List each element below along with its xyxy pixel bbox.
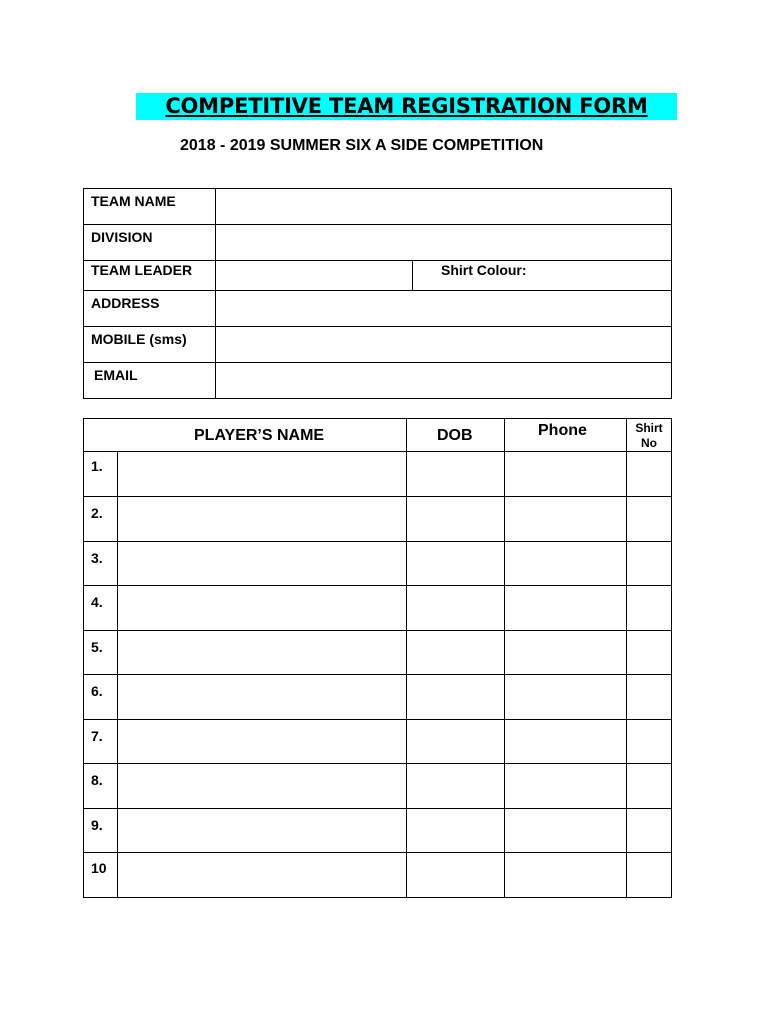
mobile-field[interactable] bbox=[216, 327, 672, 362]
player-dob-field[interactable] bbox=[407, 586, 505, 630]
player-dob-field[interactable] bbox=[407, 853, 505, 897]
shirt-no-header-cell bbox=[627, 419, 672, 451]
player-name-field[interactable] bbox=[118, 542, 407, 585]
player-number-cell bbox=[84, 809, 118, 852]
player-number-cell bbox=[84, 853, 118, 897]
player-dob-field[interactable] bbox=[407, 764, 505, 808]
player-phone-field[interactable] bbox=[505, 452, 627, 496]
player-dob-field[interactable] bbox=[407, 497, 505, 541]
player-row bbox=[84, 764, 672, 809]
player-row bbox=[84, 542, 672, 586]
player-name-field[interactable] bbox=[118, 497, 407, 541]
team-name-row bbox=[84, 189, 672, 225]
division-row bbox=[84, 225, 672, 261]
player-phone-field[interactable] bbox=[505, 497, 627, 541]
player-rows bbox=[84, 452, 672, 898]
player-shirt-field[interactable] bbox=[627, 631, 672, 674]
team-leader-field[interactable] bbox=[216, 261, 413, 290]
player-dob-field[interactable] bbox=[407, 675, 505, 719]
player-name-field[interactable] bbox=[118, 720, 407, 763]
player-number: 10 bbox=[91, 860, 107, 876]
division-label: DIVISION bbox=[84, 225, 216, 260]
player-name-field[interactable] bbox=[118, 809, 407, 852]
shirt-colour-label: Shirt Colour: bbox=[441, 262, 527, 278]
player-dob-field[interactable] bbox=[407, 631, 505, 674]
player-row bbox=[84, 631, 672, 675]
player-shirt-field[interactable] bbox=[627, 675, 672, 719]
players-header-row bbox=[84, 419, 672, 452]
player-number: 6. bbox=[91, 683, 103, 699]
team-name-label: TEAM NAME bbox=[84, 189, 216, 224]
player-name-header-cell bbox=[84, 419, 407, 451]
players-table bbox=[83, 418, 672, 898]
player-number-cell bbox=[84, 631, 118, 674]
player-shirt-field[interactable] bbox=[627, 586, 672, 630]
shirt-header-line2: No bbox=[641, 436, 657, 450]
player-number: 9. bbox=[91, 817, 103, 833]
player-phone-field[interactable] bbox=[505, 764, 627, 808]
player-number: 4. bbox=[91, 594, 103, 610]
player-number-cell bbox=[84, 675, 118, 719]
email-label: EMAIL bbox=[84, 363, 216, 398]
player-name-field[interactable] bbox=[118, 586, 407, 630]
player-number-cell bbox=[84, 720, 118, 763]
player-number: 3. bbox=[91, 550, 103, 566]
address-field[interactable] bbox=[216, 291, 672, 326]
player-row bbox=[84, 853, 672, 898]
player-shirt-field[interactable] bbox=[627, 720, 672, 763]
player-name-field[interactable] bbox=[118, 764, 407, 808]
form-subtitle: 2018 - 2019 SUMMER SIX A SIDE COMPETITION bbox=[180, 137, 544, 154]
player-phone-field[interactable] bbox=[505, 809, 627, 852]
player-row bbox=[84, 497, 672, 542]
team-leader-label: TEAM LEADER bbox=[84, 261, 216, 290]
dob-header: DOB bbox=[437, 427, 473, 444]
player-name-field[interactable] bbox=[118, 853, 407, 897]
phone-header-cell bbox=[505, 419, 627, 451]
shirt-header-line1: Shirt bbox=[635, 421, 663, 435]
player-shirt-field[interactable] bbox=[627, 853, 672, 897]
player-row bbox=[84, 586, 672, 631]
team-name-field[interactable] bbox=[216, 189, 672, 224]
player-row bbox=[84, 720, 672, 764]
player-number: 1. bbox=[91, 458, 103, 474]
email-field[interactable] bbox=[216, 363, 672, 398]
player-number-cell bbox=[84, 452, 118, 496]
player-number-cell bbox=[84, 764, 118, 808]
player-name-header: PLAYER’S NAME bbox=[194, 427, 325, 444]
address-label: ADDRESS bbox=[84, 291, 216, 326]
player-phone-field[interactable] bbox=[505, 720, 627, 763]
email-row bbox=[84, 363, 672, 399]
player-shirt-field[interactable] bbox=[627, 452, 672, 496]
player-row bbox=[84, 675, 672, 720]
player-phone-field[interactable] bbox=[505, 631, 627, 674]
form-title: COMPETITIVE TEAM REGISTRATION FORM bbox=[136, 93, 677, 120]
player-number: 5. bbox=[91, 639, 103, 655]
player-shirt-field[interactable] bbox=[627, 542, 672, 585]
player-shirt-field[interactable] bbox=[627, 497, 672, 541]
address-row bbox=[84, 291, 672, 327]
player-phone-field[interactable] bbox=[505, 586, 627, 630]
player-number: 7. bbox=[91, 728, 103, 744]
phone-header: Phone bbox=[538, 422, 587, 439]
player-dob-field[interactable] bbox=[407, 809, 505, 852]
player-dob-field[interactable] bbox=[407, 452, 505, 496]
player-number-cell bbox=[84, 542, 118, 585]
player-phone-field[interactable] bbox=[505, 675, 627, 719]
player-number-cell bbox=[84, 497, 118, 541]
mobile-label: MOBILE (sms) bbox=[84, 327, 216, 362]
player-number-cell bbox=[84, 586, 118, 630]
player-phone-field[interactable] bbox=[505, 542, 627, 585]
division-field[interactable] bbox=[216, 225, 672, 260]
player-dob-field[interactable] bbox=[407, 720, 505, 763]
player-name-field[interactable] bbox=[118, 675, 407, 719]
player-name-field[interactable] bbox=[118, 631, 407, 674]
player-name-field[interactable] bbox=[118, 452, 407, 496]
shirt-colour-field[interactable] bbox=[412, 261, 672, 290]
dob-header-cell bbox=[407, 419, 505, 451]
mobile-row bbox=[84, 327, 672, 363]
player-shirt-field[interactable] bbox=[627, 809, 672, 852]
player-number: 2. bbox=[91, 505, 103, 521]
player-dob-field[interactable] bbox=[407, 542, 505, 585]
team-info-table bbox=[83, 188, 672, 399]
player-row bbox=[84, 809, 672, 853]
player-row bbox=[84, 452, 672, 497]
player-number: 8. bbox=[91, 772, 103, 788]
team-leader-row bbox=[84, 261, 672, 291]
player-phone-field[interactable] bbox=[505, 853, 627, 897]
player-shirt-field[interactable] bbox=[627, 764, 672, 808]
